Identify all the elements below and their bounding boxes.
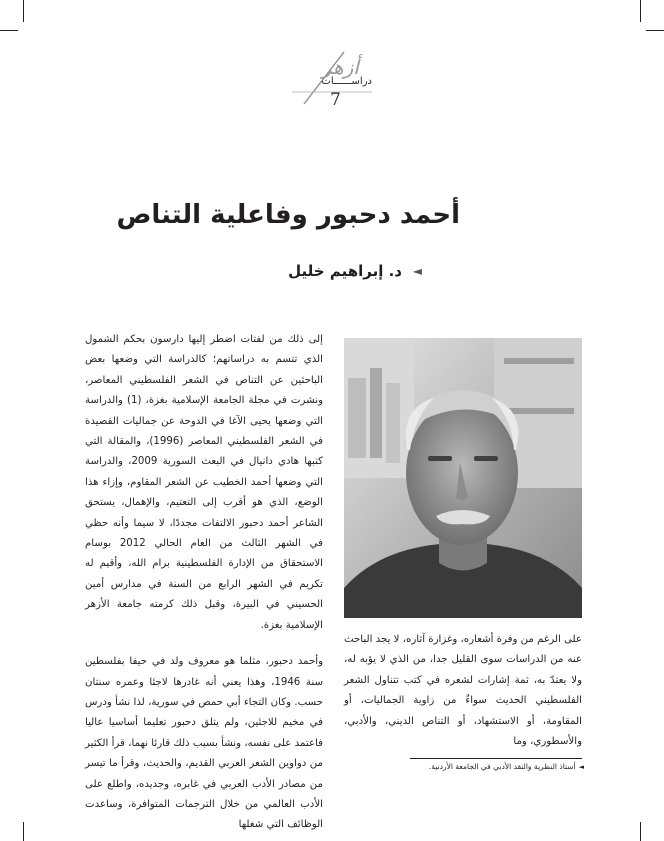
article-title: أحمد دحبور وفاعلية التناص bbox=[116, 200, 460, 230]
footnote bbox=[380, 762, 584, 771]
logo-text: أزهر bbox=[322, 55, 359, 79]
triangle-marker-icon: ◄ bbox=[412, 264, 422, 278]
crop-mark bbox=[0, 30, 18, 31]
author-photo bbox=[344, 338, 582, 618]
author-name: د. إبراهيم خليل bbox=[288, 262, 402, 280]
footnote-marker-icon: ◄ bbox=[578, 763, 584, 771]
section-label: دراســــــات bbox=[321, 76, 372, 87]
footnote-text: أستاذ النظرية والنقد الأدبي في الجامعة الأردنية. bbox=[428, 762, 576, 771]
right-text-column bbox=[344, 630, 582, 752]
left-text-column bbox=[85, 330, 323, 836]
crop-mark bbox=[640, 822, 641, 841]
page-number: 7 bbox=[330, 90, 341, 110]
crop-mark bbox=[640, 0, 641, 22]
crop-mark bbox=[23, 0, 24, 22]
page-header bbox=[282, 42, 392, 112]
crop-mark bbox=[646, 30, 664, 31]
author-byline bbox=[270, 262, 422, 280]
portrait-image bbox=[344, 338, 582, 618]
paragraph: على الرغم من وفرة أشعاره، وغزارة آثاره، لا يجد الباحث عنه من الدراسات سوى القليل جدا، من الذي لا يؤبه له، ولا يعتدّ به، ثمة إشارات لشعره في كتب تتناول الشعر الفلسطيني الحديث سواءٌ من زاوية الجماليات، أو المقاومة، أو الاستشهاد، أو التناص الديني، والأدبي، والأسطوري، وما bbox=[344, 634, 582, 748]
crop-mark bbox=[23, 822, 24, 841]
paragraph: وأحمد دحبور، مثلما هو معروف ولد في حيفا بفلسطين سنة 1946، وهذا يعني أنه غادرها لاجئا وعمره سنتان حسب. وكان التجاء أبي حمص في سورية، لذا نشأ ودرس في مخيم للاجئين، ولم يتلق دحبور تعليما أساسيا عاليا فاعتمد على نفسه، ونشأ بسبب ذلك قارئا نهما، قرأ الكثير من دواوين الشعر العربي القديم، والحديث، وقرأ ما تيسر من مصادر الأدب العربي في غابره، وجديده، واطلع على الأدب العالمي من خلال الترجمات المتوافرة، وساعدت الوظائف التي شغلها bbox=[85, 656, 324, 831]
footnote-divider bbox=[410, 758, 582, 759]
paragraph: إلى ذلك من لفتات اضطر إليها دارسون بحكم الشمول الذي تتسم به دراساتهم؛ كالدراسة التي وضعها بعض الباحثين عن التناص في الشعر الفلسطيني المعاصر، ونشرت في مجلة الجامعة الإسلامية بغزة، (1) والدراسة التي وضعها يحيى الآغا في الدوحة عن جماليات القصيدة في الشعر الفلسطيني المعاصر (1996)، والمقالة التي كتبها هادي دانيال في البعث السورية 2009، والدراسة التي وضعها أحمد الخطيب عن الشعر المقاوم، وإزاء هذا الوضع، الذي هو أقرب إلى التعتيم، والإهمال، يستحق الشاعر أحمد دحبور الالتفات مجددًا، لا سيما وأنه حظي في الشهر الثالث من العام الحالي 2012 بوسام الاستحقاق من الإدارة الفلسطينية برام الله، وأقيم له تكريم في الشهر الرابع من السنة في مدارس أمين الحسيني في البيرة، وقبل ذلك كرمته جامعة الأزهر الإسلامية بغزة. bbox=[85, 334, 324, 631]
